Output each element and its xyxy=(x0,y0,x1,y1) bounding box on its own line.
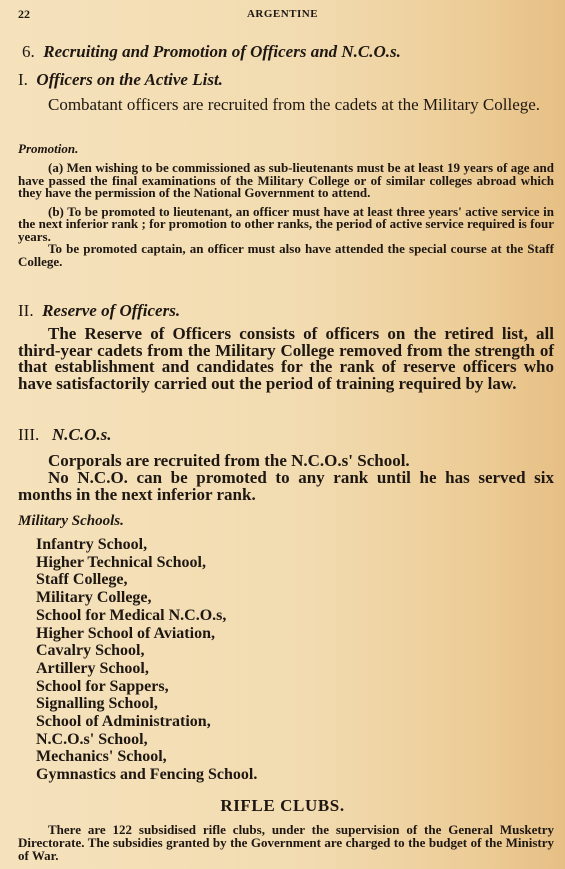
section-number: 6. xyxy=(22,42,35,61)
part-2-number: II. xyxy=(18,301,34,320)
rifle-clubs-block xyxy=(18,823,554,862)
promotion-para-c: To be promoted captain, an officer must also have attended the special course at the Staff College. xyxy=(18,241,554,269)
military-school-item: School of Administration, xyxy=(36,713,211,731)
military-school-item: Higher School of Aviation, xyxy=(36,624,215,642)
part-2-title: Reserve of Officers. xyxy=(42,301,181,320)
military-school-item: N.C.O.s' School, xyxy=(36,730,148,748)
part-1-text-block xyxy=(18,96,554,114)
rifle-clubs-text: There are 122 subsidised rifle clubs, under the supervision of the General Musketry Directorate. The subsidies granted by the Government are charged to the budget of the Ministry of War. xyxy=(18,822,554,863)
promotion-para-b: (b) To be promoted to lieutenant, an officer must have at least three years' active service in the next inferior rank ; for promotion to other ranks, the period of active service required is four years. xyxy=(18,203,554,244)
part-3-number: III. xyxy=(18,425,40,444)
military-school-item: Artillery School, xyxy=(36,659,149,677)
part-3-title: N.C.O.s. xyxy=(51,425,112,444)
part-3-heading xyxy=(18,426,112,444)
running-title: ARGENTINE xyxy=(246,8,319,20)
promotion-block xyxy=(18,162,554,268)
part-3-text-1: Corporals are recruited from the N.C.O.s' School. xyxy=(48,451,410,470)
military-school-item: School for Sappers, xyxy=(36,677,169,695)
military-schools-heading: Military Schools. xyxy=(18,513,124,529)
military-school-item: School for Medical N.C.O.s, xyxy=(36,606,227,624)
rifle-clubs-heading: RIFLE CLUBS. xyxy=(220,796,345,815)
promotion-para-a: (a) Men wishing to be commissioned as sub-lieutenants must be at least 19 years of age and have passed the final examinations of the Military College or of similar colleges abroad which they have the permission of the National Government to attend. xyxy=(18,160,554,200)
part-3-text-block xyxy=(18,452,554,503)
military-school-item: Infantry School, xyxy=(36,536,148,553)
military-school-item: Gymnastics and Fencing School. xyxy=(36,766,258,784)
page-number: 22 xyxy=(18,7,30,21)
part-2-text-block xyxy=(18,326,554,392)
section-title: Recruiting and Promotion of Officers and N.C.O.s. xyxy=(43,42,401,61)
military-school-item: Military College, xyxy=(36,589,152,607)
part-2-heading xyxy=(18,302,180,320)
part-1-heading xyxy=(18,71,223,89)
military-school-item: Cavalry School, xyxy=(36,642,145,660)
military-schools-list xyxy=(36,536,257,784)
part-1-number: I. xyxy=(18,70,28,89)
military-school-item: Staff College, xyxy=(36,571,128,589)
promotion-heading: Promotion. xyxy=(18,141,79,156)
part-2-text: The Reserve of Officers consists of officers on the retired list, all third-year cadets from the Military College removed from the strength of that establishment and candidates for the rank of reserve officers who have satisfactorily carried out the period of training required by law. xyxy=(18,324,554,393)
military-school-item: Mechanics' School, xyxy=(36,748,167,766)
part-1-title: Officers on the Active List. xyxy=(36,70,223,89)
military-school-item: Signalling School, xyxy=(36,695,158,713)
military-school-item: Higher Technical School, xyxy=(36,553,206,571)
section-6-heading xyxy=(22,43,401,61)
part-1-text: Combatant officers are recruited from the cadets at the Military College. xyxy=(48,95,541,114)
part-3-text-2: No N.C.O. can be promoted to any rank until he has served six months in the next inferior rank. xyxy=(18,468,554,504)
